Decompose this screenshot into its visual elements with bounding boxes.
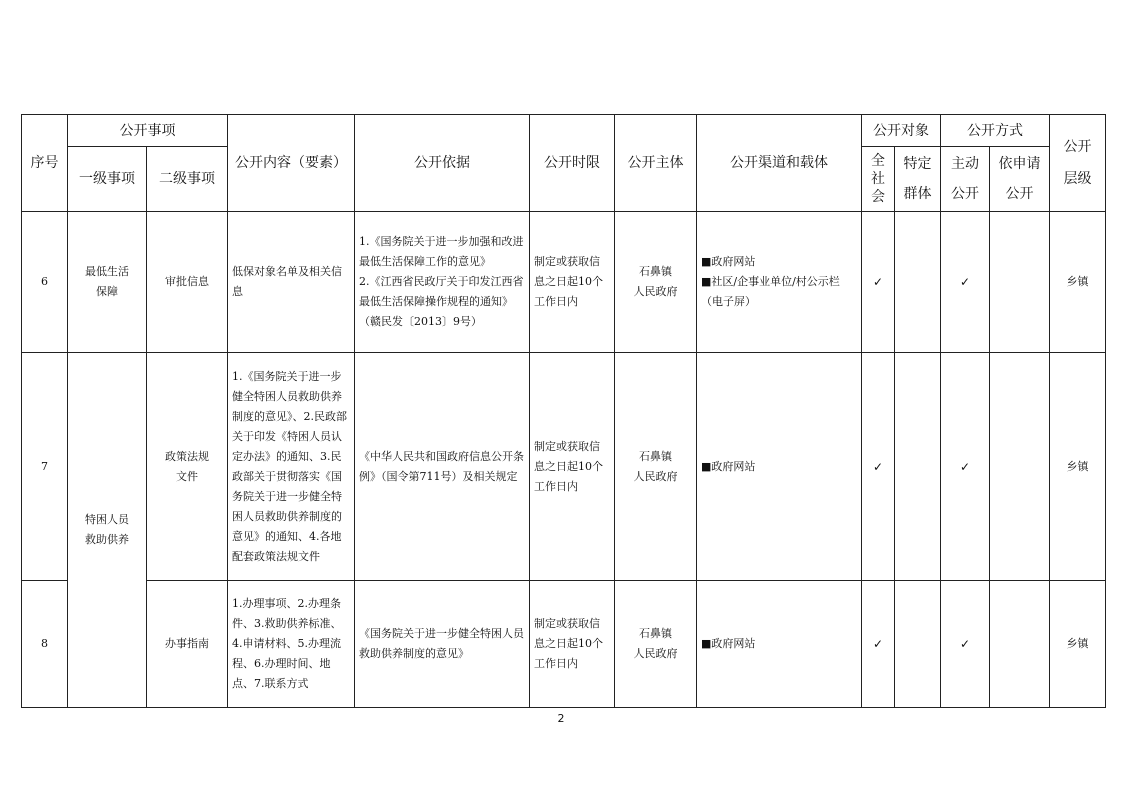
- row-level2: 政策法规 文件: [147, 353, 228, 581]
- row-content: 1.办理事项、2.办理条件、3.救助供养标准、4.申请材料、5.办理流程、6.办理时间、地点、7.联系方式: [228, 581, 355, 708]
- row-all-society: ✓: [862, 581, 895, 708]
- row-time-limit: 制定或获取信息之日起10个工作日内: [530, 581, 615, 708]
- header-level: 公开 层级: [1050, 115, 1106, 212]
- table-row: [22, 581, 1106, 708]
- header-target-all: 全 社 会: [862, 147, 895, 212]
- page-number: 2: [557, 712, 565, 725]
- row-channel: ■政府网站: [697, 353, 862, 581]
- header-items: 公开事项: [68, 115, 228, 147]
- row-active: ✓: [941, 581, 990, 708]
- header-channel: 公开渠道和载体: [697, 115, 862, 212]
- row-subject: 石鼻镇 人民政府: [615, 353, 697, 581]
- row-level: 乡镇: [1050, 353, 1106, 581]
- row-time-limit: 制定或获取信息之日起10个工作日内: [530, 353, 615, 581]
- row-on-request: [990, 353, 1050, 581]
- header-target: 公开对象: [862, 115, 941, 147]
- row-level1: 最低生活 保障: [68, 212, 147, 353]
- disclosure-table: [21, 114, 1106, 708]
- row-level2: 审批信息: [147, 212, 228, 353]
- header-mode-apply: 依申请 公开: [990, 147, 1050, 212]
- header-seq: 序号: [22, 115, 68, 212]
- header-level2: 二级事项: [147, 147, 228, 212]
- row-specific-group: [895, 212, 941, 353]
- row-all-society: ✓: [862, 353, 895, 581]
- row-on-request: [990, 212, 1050, 353]
- row-basis: 《中华人民共和国政府信息公开条例》（国令第711号）及相关规定: [355, 353, 530, 581]
- table-row: [22, 353, 1106, 581]
- row-active: ✓: [941, 353, 990, 581]
- row-specific-group: [895, 581, 941, 708]
- header-content: 公开内容（要素）: [228, 115, 355, 212]
- row-content: 低保对象名单及相关信息: [228, 212, 355, 353]
- header-target-specific: 特定 群体: [895, 147, 941, 212]
- row-basis: 1.《国务院关于进一步加强和改进最低生活保障工作的意见》 2.《江西省民政厅关于印发江西省最低生活保障操作规程的通知》（赣民发〔2013〕9号）: [355, 212, 530, 353]
- header-basis: 公开依据: [355, 115, 530, 212]
- row-level: 乡镇: [1050, 212, 1106, 353]
- row-seq: 7: [22, 353, 68, 581]
- row-subject: 石鼻镇 人民政府: [615, 212, 697, 353]
- table-row: [22, 212, 1106, 353]
- row-all-society: ✓: [862, 212, 895, 353]
- row-channel: ■政府网站 ■社区/企事业单位/村公示栏（电子屏）: [697, 212, 862, 353]
- row-on-request: [990, 581, 1050, 708]
- row-seq: 8: [22, 581, 68, 708]
- header-mode: 公开方式: [941, 115, 1050, 147]
- header-mode-active: 主动 公开: [941, 147, 990, 212]
- header-subject: 公开主体: [615, 115, 697, 212]
- row-level2: 办事指南: [147, 581, 228, 708]
- row-level: 乡镇: [1050, 581, 1106, 708]
- row-channel: ■政府网站: [697, 581, 862, 708]
- row-level1-merged: 特困人员 救助供养: [68, 353, 147, 708]
- header-time-limit: 公开时限: [530, 115, 615, 212]
- row-specific-group: [895, 353, 941, 581]
- header-level1: 一级事项: [68, 147, 147, 212]
- row-subject: 石鼻镇 人民政府: [615, 581, 697, 708]
- row-time-limit: 制定或获取信息之日起10个工作日内: [530, 212, 615, 353]
- row-active: ✓: [941, 212, 990, 353]
- row-basis: 《国务院关于进一步健全特困人员救助供养制度的意见》: [355, 581, 530, 708]
- row-content: 1.《国务院关于进一步健全特困人员救助供养制度的意见》、2.民政部关于印发《特困人员认定办法》的通知、3.民政部关于贯彻落实《国务院关于进一步健全特困人员救助供养制度的意见》的通知、4.各地配套政策法规文件: [228, 353, 355, 581]
- row-seq: 6: [22, 212, 68, 353]
